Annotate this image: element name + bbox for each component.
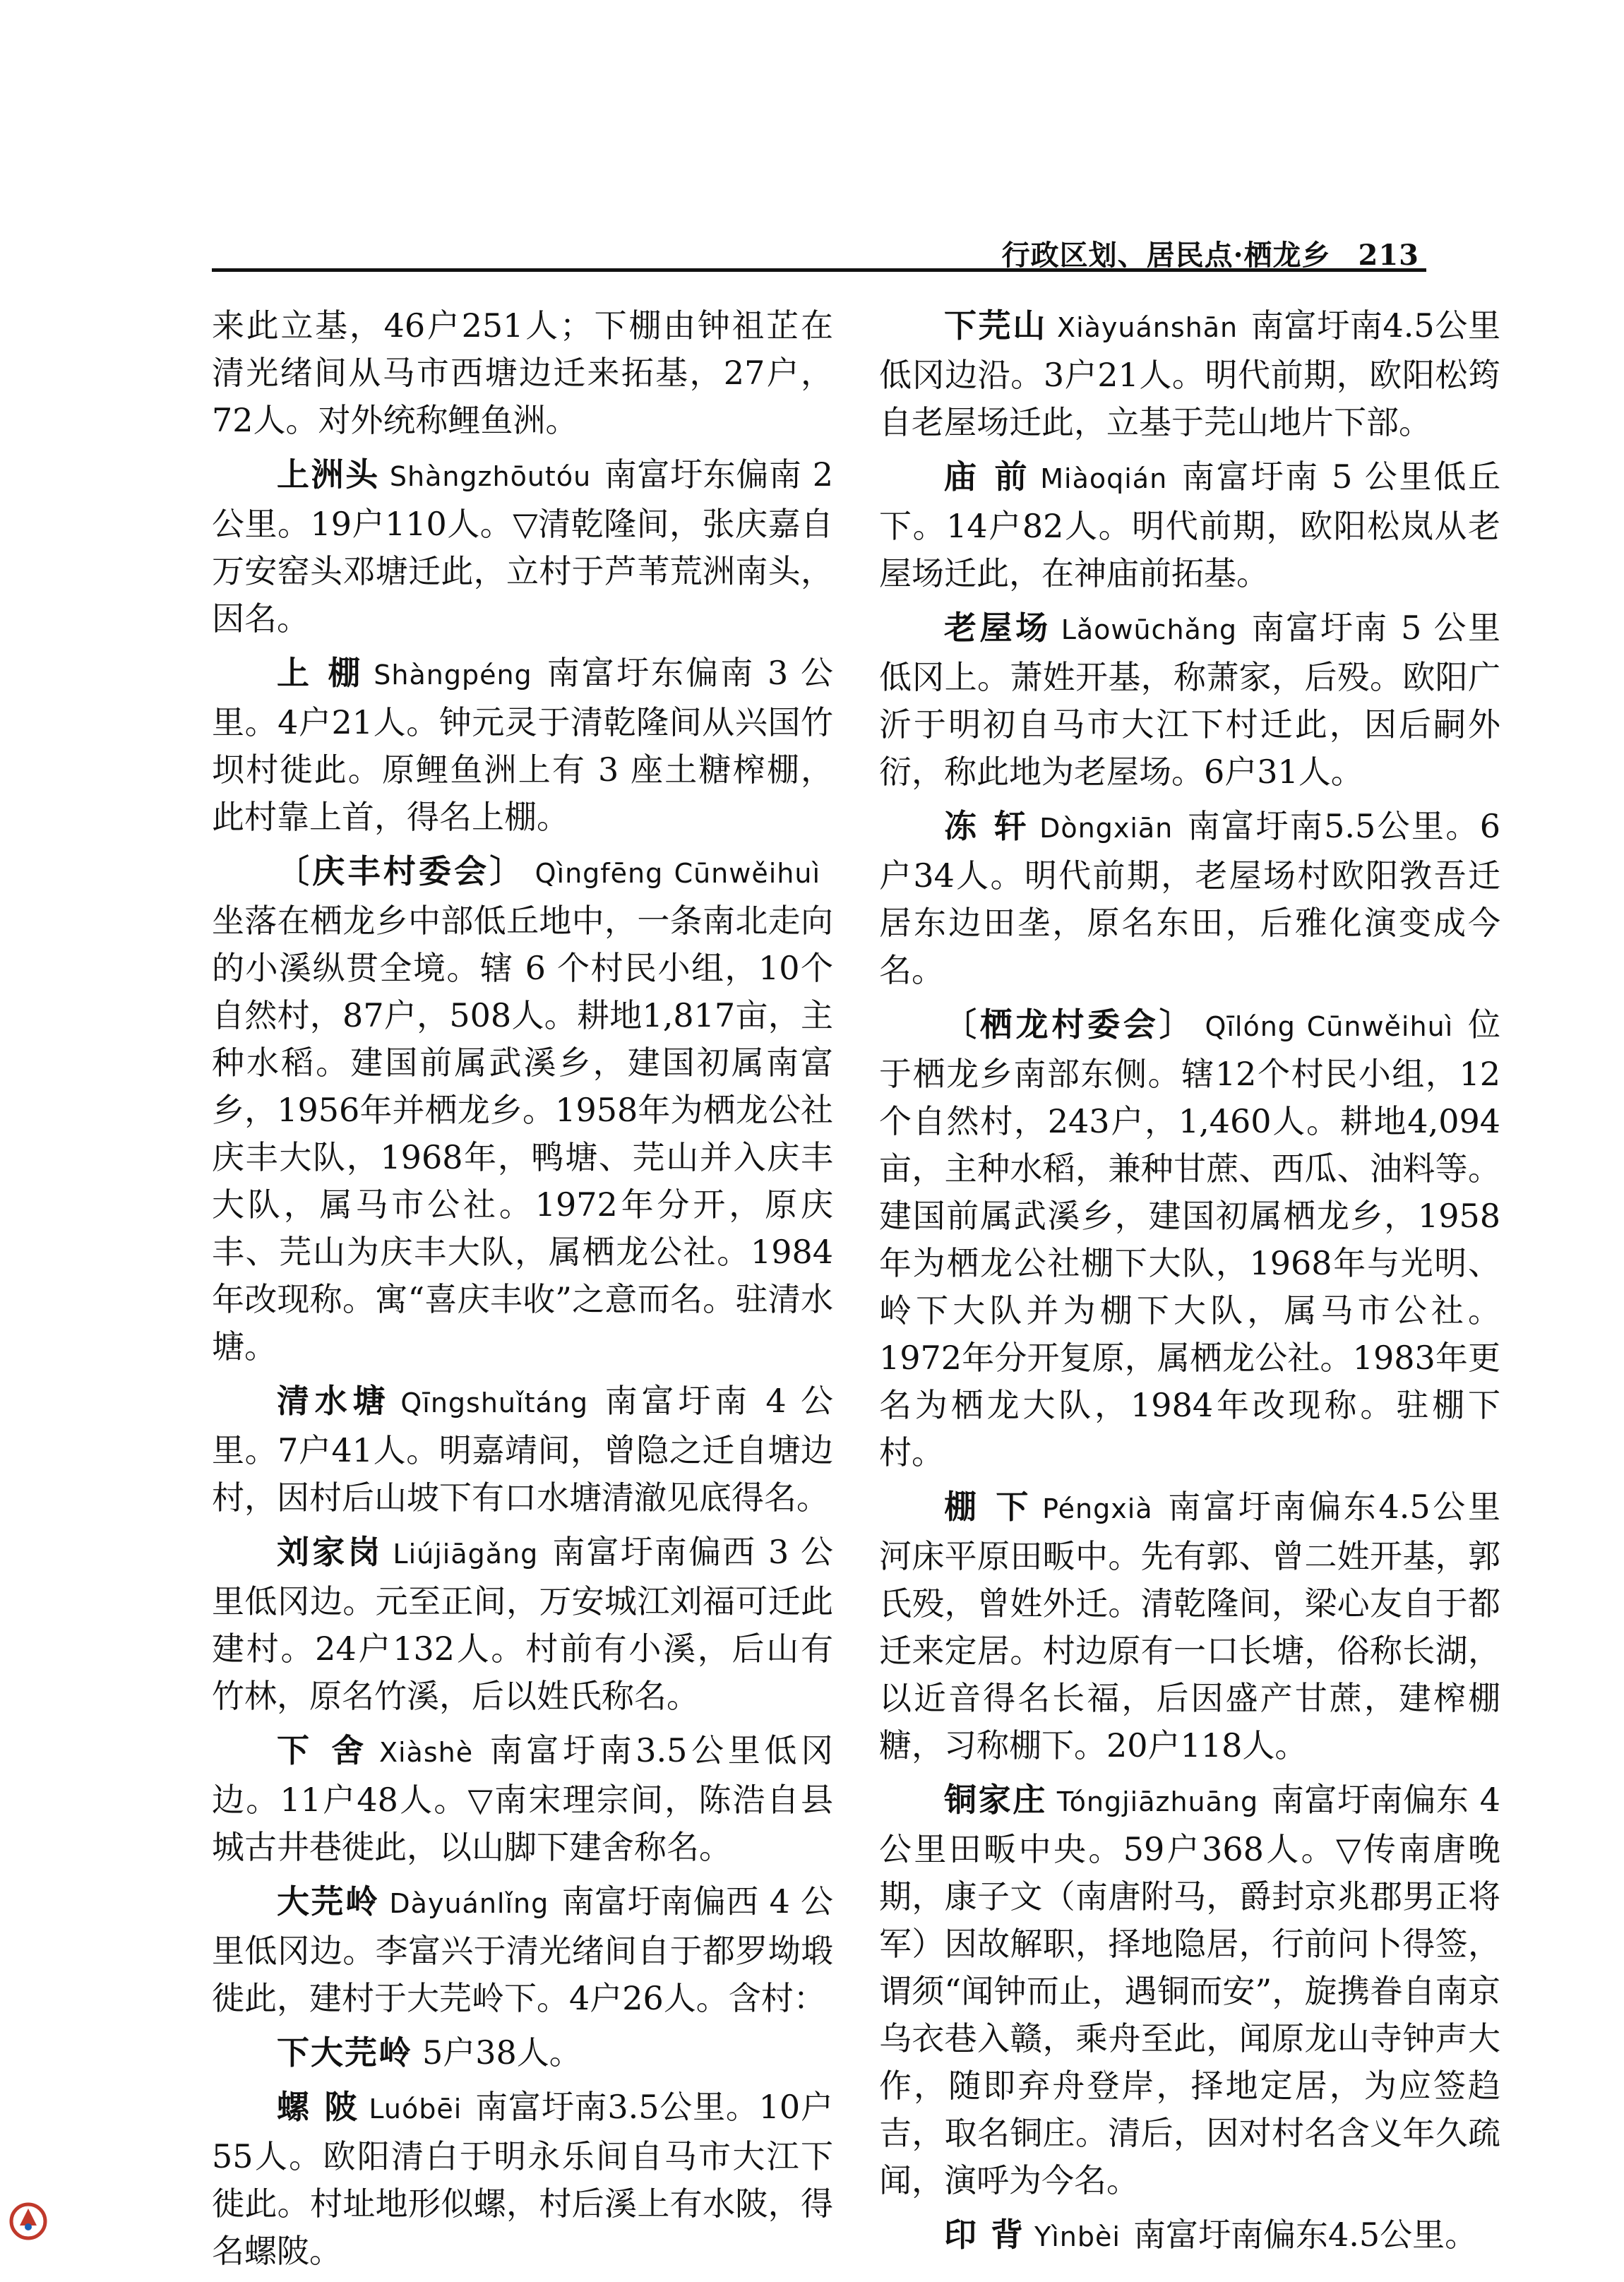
entry-name: 铜家庄 <box>944 1781 1047 1819</box>
entry <box>212 1529 833 1720</box>
entry <box>212 650 833 841</box>
watermark-logo <box>6 2194 175 2244</box>
entry <box>212 1727 833 1871</box>
right-column <box>879 302 1500 2268</box>
entry <box>879 453 1500 597</box>
entry <box>879 1483 1500 1769</box>
entry-name: 棚 下 <box>944 1488 1033 1526</box>
entry-pinyin: Luóbēi <box>369 2093 462 2125</box>
entry-name: 大芫岭 <box>277 1882 380 1920</box>
entry-pinyin: Liújiāgǎng <box>393 1539 539 1570</box>
entry-text: 南富圩南 4 公里。7户41人。明嘉靖间，曾隐之迁自塘边村，因村后山坡下有口水塘清澈见底得名。 <box>212 1382 834 1517</box>
entry-text: 南富圩南3.5公里低冈边。11户48人。▽南宋理宗间，陈浩自县城古井巷徙此，以山脚下建舍称名。 <box>212 1731 833 1866</box>
entry-text: 位于栖龙乡南部东侧。辖12个村民小组，12个自然村，243户，1,460人。耕地4,094亩，主种水稻，兼种甘蔗、西瓜、油料等。建国前属武溪乡，建国初属栖龙乡，1958年为栖龙公社棚下大队，1968年与光明、岭下大队并为棚下大队，属马市公社。1972年分开复原，属栖龙公社。1983年更名为栖龙大队，1984年改现称。驻棚下村。 <box>879 1005 1500 1471</box>
entry-pinyin: Qìngfēng Cūnwěihuì <box>535 858 821 889</box>
entry-text: 南富圩南 5 公里低冈上。萧姓开基，称萧家，后殁。欧阳广沂于明初自马市大江下村迁此，因后嗣外衍，称此地为老屋场。6户31人。 <box>879 609 1501 791</box>
entry-name: 印 背 <box>944 2216 1025 2254</box>
entry <box>212 2084 833 2275</box>
entry-name: 上 棚 <box>277 654 364 692</box>
entry-text: 南富圩南偏东 4 公里田畈中央。59户368人。▽传南唐晚期，康子文（南唐附马，爵封京兆郡男正将军）因故解职，择地隐居，行前问卜得签，谓须“闻钟而止，遇铜而安”，旋携眷自南京乌衣巷入赣，乘舟至此，闻原龙山寺钟声大作，随即弃舟登岸，择地定居，为应签趋吉，取名铜庄。清后，因对村名含义年久疏闻，演呼为今名。 <box>879 1781 1501 2199</box>
entry-text: 南富圩南3.5公里。10户55人。欧阳清白于明永乐间自马市大江下徙此。村址地形似螺，村后溪上有水陂，得名螺陂。 <box>212 2088 833 2270</box>
entry-name: 〔庆丰村委会〕 <box>277 852 525 890</box>
entry-pinyin: Shàngpéng <box>374 659 532 691</box>
entry <box>212 2029 833 2077</box>
entry-text: 南富圩南5.5公里。6户34人。明代前期，老屋场村欧阳敩吾迁居东边田垄，原名东田，后雅化演变成今名。 <box>879 807 1501 989</box>
entry-text: 南富圩南 5 公里低丘下。14户82人。明代前期，欧阳松岚从老屋场迁此，在神庙前拓基。 <box>879 458 1500 592</box>
entry <box>212 848 833 1370</box>
entry-text: 坐落在栖龙乡中部低丘地中，一条南北走向的小溪纵贯全境。辖 6 个村民小组，10个自然村，87户，508人。耕地1,817亩，主种水稻。建国前属武溪乡，建国初属南富乡，1956年并栖龙乡。1958年为栖龙公社庆丰大队，1968年，鸭塘、芫山并入庆丰大队，属马市公社。1972年分开，原庆丰、芫山为庆丰大队，属栖龙公社。1984年改现称。寓“喜庆丰收”之意而名。驻清水塘。 <box>212 902 833 1366</box>
running-header <box>981 233 1419 273</box>
entry-name: 庙 前 <box>944 458 1031 496</box>
entry <box>879 302 1500 446</box>
entry-pinyin: Shàngzhōutóu <box>389 461 592 492</box>
entry-pinyin: Dòngxiān <box>1039 813 1174 844</box>
running-header-title: 行政区划、居民点·栖龙乡 <box>1001 239 1331 272</box>
entry-name: 下芫山 <box>944 306 1048 345</box>
page-number: 213 <box>1358 239 1419 272</box>
entry-name: 下大芫岭 <box>277 2033 412 2072</box>
entry-pinyin: Dàyuánlǐng <box>389 1888 549 1919</box>
entry <box>212 1378 833 1522</box>
entry-text: 南富圩南偏西 4 公里低冈边。李富兴于清光绪间自于都罗坳塅徙此，建村于大芫岭下。4户26人。含村： <box>212 1882 833 2017</box>
entry <box>879 604 1500 796</box>
emblem-icon <box>6 2194 175 2244</box>
entry-pinyin: Qīlóng Cūnwěihuì <box>1205 1011 1454 1042</box>
entry-text: 南富圩南偏东4.5公里河床平原田畈中。先有郭、曾二姓开基，郭氏殁，曾姓外迁。清乾隆间，梁心友自于都迁来定居。村边原有一口长塘，俗称长湖，以近音得名长福，后因盛产甘蔗，建榨棚糖，习称棚下。20户118人。 <box>879 1488 1501 1764</box>
entry-name: 上洲头 <box>277 455 380 494</box>
entry <box>212 451 833 643</box>
entry-name: 下 舍 <box>277 1731 369 1769</box>
entry-pinyin: Qīngshuǐtáng <box>400 1387 588 1418</box>
entry-pinyin: Xiàyuánshān <box>1057 312 1238 343</box>
entry-name: 清水塘 <box>277 1382 391 1420</box>
entry-pinyin: Lǎowūchǎng <box>1061 614 1238 645</box>
entry <box>879 1776 1500 2204</box>
entry-name: 螺 陂 <box>277 2088 359 2126</box>
entry <box>879 1001 1500 1476</box>
entry-text: 南富圩南偏西 3 公里低冈边。元至正间，万安城江刘福可迁此建村。24户132人。村前有小溪，后山有竹林，原名竹溪，后以姓氏称名。 <box>212 1533 834 1715</box>
entry-name: 〔栖龙村委会〕 <box>944 1005 1195 1044</box>
entry-text: 来此立基，46户251人；下棚由钟祖芷在清光绪间从马市西塘边迁来拓基，27户，72人。对外统称鲤鱼洲。 <box>212 306 833 439</box>
entry-pinyin: Yìnbèi <box>1034 2221 1121 2252</box>
entry-text: 5户38人。 <box>422 2033 582 2072</box>
entry-text: 南富圩南偏东4.5公里。 <box>1133 2216 1478 2254</box>
entry-pinyin: Péngxià <box>1042 1493 1153 1524</box>
left-column <box>212 302 833 2282</box>
entry <box>212 302 833 444</box>
entry-name: 老屋场 <box>944 609 1051 647</box>
entry-pinyin: Tóngjiāzhuāng <box>1056 1786 1259 1817</box>
entry-name: 冻 轩 <box>944 807 1030 845</box>
entry-text: 南富圩东偏南 3 公里。4户21人。钟元灵于清乾隆间从兴国竹坝村徙此。原鲤鱼洲上有 3 座土糖榨棚，此村靠上首，得名上棚。 <box>212 654 833 836</box>
entry-pinyin: Xiàshè <box>378 1737 474 1768</box>
entry-text: 南富圩东偏南 2 公里。19户110人。▽清乾隆间，张庆嘉自万安窑头邓塘迁此，立村于芦苇荒洲南头，因名。 <box>212 455 833 638</box>
entry-text: 南富圩南4.5公里低冈边沿。3户21人。明代前期，欧阳松筠自老屋场迁此，立基于芫山地片下部。 <box>879 306 1501 441</box>
entry <box>879 803 1500 994</box>
header-rule <box>212 268 1426 272</box>
entry <box>212 1878 833 2022</box>
entry-name: 刘家岗 <box>277 1533 383 1571</box>
entry-pinyin: Miàoqián <box>1040 463 1168 494</box>
entry <box>879 2211 1500 2261</box>
